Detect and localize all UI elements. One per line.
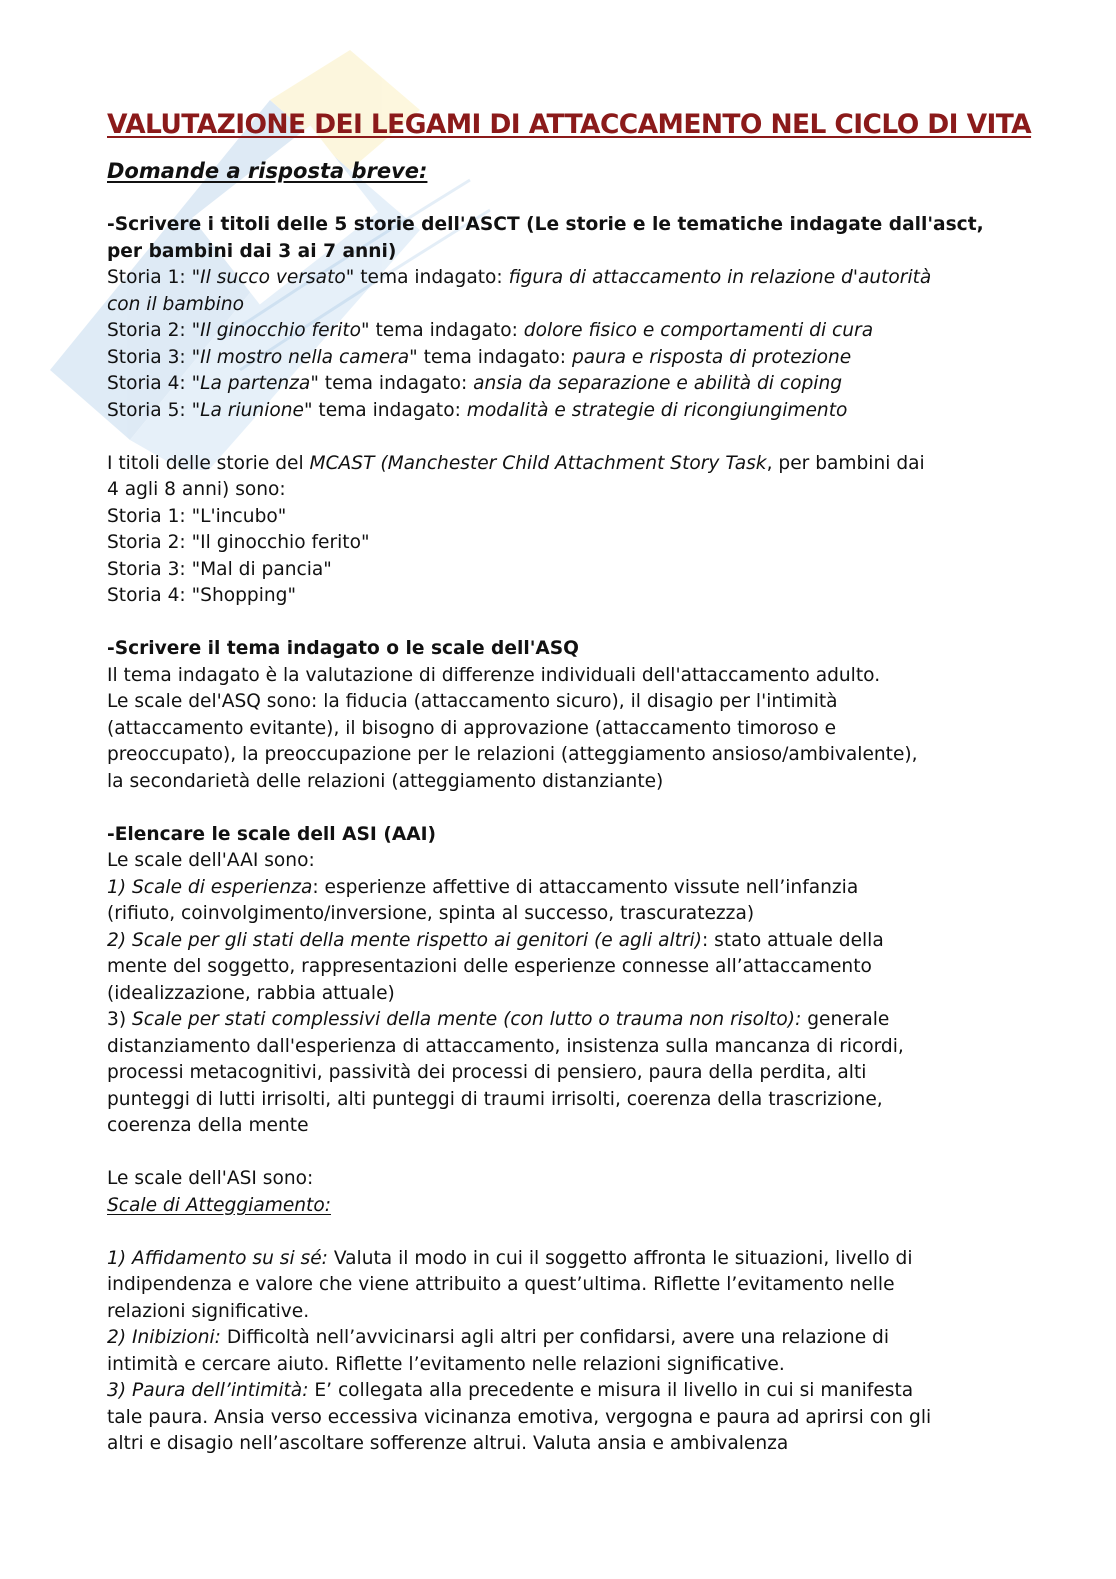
asq-line: Il tema indagato è la valutazione di differenze individuali dell'attaccamento adulto. — [107, 664, 881, 686]
aai-scale-3-cont: distanziamento dall'esperienza di attaccamento, insistenza sulla mancanza di ricordi, — [107, 1035, 904, 1057]
asq-line: la secondarietà delle relazioni (atteggiamento distanziante) — [107, 770, 664, 792]
aai-scale-1-cont: (rifiuto, coinvolgimento/inversione, spinta al successo, trascuratezza) — [107, 903, 755, 924]
aai-scale-1: 1) Scale di esperienza: esperienze affettive di attaccamento vissute nell’infanzia — [107, 876, 859, 898]
asi-item-2-cont: intimità e cercare aiuto. Riflette l’evitamento nelle relazioni significative. — [107, 1353, 785, 1375]
asct-story-1: Storia 1: "Il succo versato" tema indagato: figura di attaccamento in relazione d'autorità — [107, 267, 932, 288]
mcast-intro: I titoli delle storie del MCAST (Manchester Child Attachment Story Task, per bambini dai — [107, 452, 925, 474]
asct-story-3: Storia 3: "Il mostro nella camera" tema indagato: paura e risposta di protezione — [107, 346, 852, 368]
asi-item-2: 2) Inibizioni: Difficoltà nell’avvicinarsi agli altri per confidarsi, avere una relazione di — [107, 1327, 890, 1348]
aai-scale-3: 3) Scale per stati complessivi della mente (con lutto o trauma non risolto): generale — [107, 1009, 890, 1030]
asct-story-2: Storia 2: "Il ginocchio ferito" tema indagato: dolore fisico e comportamenti di cura — [107, 320, 874, 341]
aai-intro: Le scale dell'AAI sono: — [107, 850, 315, 871]
mcast-story-1: Storia 1: "L'incubo" — [107, 505, 287, 527]
asct-story-5: Storia 5: "La riunione" tema indagato: modalità e strategie di ricongiungimento — [107, 399, 848, 421]
asi-intro: Le scale dell'ASI sono: — [107, 1168, 314, 1189]
aai-scale-3-cont: coerenza della mente — [107, 1115, 309, 1136]
asq-question: -Scrivere il tema indagato o le scale dell'ASQ — [107, 638, 579, 659]
asi-item-3: 3) Paura dell’intimità: E’ collegata alla precedente e misura il livello in cui si manifesta — [107, 1380, 914, 1401]
asi-question: -Elencare le scale dell ASI (AAI) — [107, 823, 437, 845]
aai-scale-2-cont: mente del soggetto, rappresentazioni delle esperienze connesse all’attaccamento — [107, 956, 872, 977]
aai-scale-2: 2) Scale per gli stati della mente rispetto ai genitori (e agli altri): stato attuale della — [107, 929, 884, 951]
asi-item-3-cont: tale paura. Ansia verso eccessiva vicinanza emotiva, vergogna e paura ad aprirsi con gli — [107, 1406, 932, 1428]
document-title: VALUTAZIONE DEI LEGAMI DI ATTACCAMENTO NEL CICLO DI VITA — [107, 109, 1032, 140]
asq-line: (attaccamento evitante), il bisogno di approvazione (attaccamento timoroso e — [107, 717, 837, 739]
asi-item-1-cont: relazioni significative. — [107, 1300, 310, 1322]
asi-item-1: 1) Affidamento su si sé: Valuta il modo in cui il soggetto affronta le situazioni, livello di — [107, 1247, 913, 1269]
aai-scale-2-cont: (idealizzazione, rabbia attuale) — [107, 982, 395, 1004]
mcast-intro-cont: 4 agli 8 anni) sono: — [107, 479, 286, 500]
asct-question-cont: per bambini dai 3 ai 7 anni) — [107, 240, 397, 262]
mcast-story-4: Storia 4: "Shopping" — [107, 585, 297, 606]
mcast-story-2: Storia 2: "Il ginocchio ferito" — [107, 532, 370, 553]
asct-story-4: Storia 4: "La partenza" tema indagato: ansia da separazione e abilità di coping — [107, 373, 843, 394]
attitude-heading: Scale di Atteggiamento: — [107, 1194, 331, 1216]
mcast-story-3: Storia 3: "Mal di pancia" — [107, 558, 332, 580]
asct-story-1-cont: con il bambino — [107, 293, 244, 315]
asq-line: Le scale del'ASQ sono: la fiducia (attaccamento sicuro), il disagio per l'intimità — [107, 691, 838, 712]
document-page — [107, 96, 1032, 1458]
asct-question: -Scrivere i titoli delle 5 storie dell'ASCT (Le storie e le tematiche indagate dall'asct, — [107, 214, 984, 235]
asi-item-3-cont: altri e disagio nell’ascoltare sofferenze altrui. Valuta ansia e ambivalenza — [107, 1433, 789, 1454]
asi-item-1-cont: indipendenza e valore che viene attribuito a quest’ultima. Riflette l’evitamento nelle — [107, 1274, 895, 1295]
aai-scale-3-cont: punteggi di lutti irrisolti, alti punteggi di traumi irrisolti, coerenza della trascrizione, — [107, 1088, 883, 1110]
asq-line: preoccupato), la preoccupazione per le relazioni (atteggiamento ansioso/ambivalente), — [107, 744, 918, 765]
section-subtitle: Domande a risposta breve: — [107, 159, 428, 183]
aai-scale-3-cont: processi metacognitivi, passività dei processi di pensiero, paura della perdita, alti — [107, 1062, 867, 1083]
